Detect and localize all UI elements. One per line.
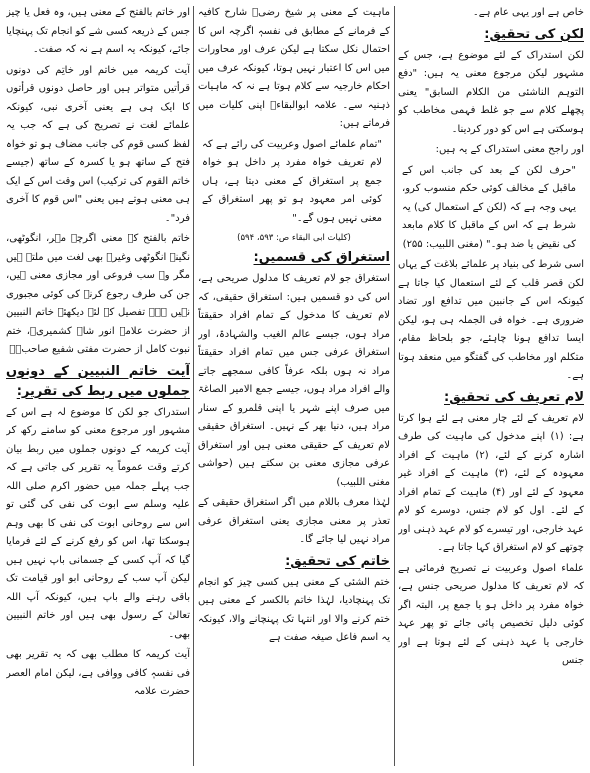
paragraph: ماہیت کے معنی پر شیخ رضیؒ شارح کافیہ کے فرمانے کے مطابق فی نفسہٖ اگرچہ اس کا احتمال نکل سکتا ہے لیکن عرف اور محاورات میں اس کا اعتبار نہیں ہوتا، کیونکہ عرف میں احکام خارجیہ سے کلام ہوتا ہے نہ کہ ماہیات ذہنیہ سے۔ علامہ ابوالبقاءؒ اپنی کلیات میں فرماتے ہیں: bbox=[198, 7, 390, 129]
citation: (کلیات ابی البقاء ص: ۵۹۳، ۵۹۴) bbox=[237, 233, 351, 243]
paragraph: اور خاتم بالفتح کے معنی ہیں، وہ فعل یا چیز جس کے ذریعہ کسی شے کو انجام تک پہنچایا جائے، کیونکہ یہ اسم ہے نہ کہ صفت۔ bbox=[6, 7, 190, 55]
section-heading: آیت خاتم النبیین کے دونوں جملوں میں ربط کی تقریر: bbox=[6, 363, 190, 399]
section-heading: لام تعریف کی تحقیق: bbox=[444, 389, 584, 405]
column-right bbox=[398, 4, 584, 770]
paragraph: آیت کریمہ کا مطلب بھی کہ یہ تقریر بھی فی نفسہٖ کافی ووافی ہے، لیکن امام العصر حضرت علامہ bbox=[6, 649, 190, 697]
section-heading: خاتم کی تحقیق: bbox=[285, 553, 390, 569]
paragraph: لکن استدراک کے لئے موضوع ہے، جس کے مشہور لیکن مرجوع معنی یہ ہیں: "دفع التوہم الناشئی من الکلام السابق" یعنی پچھلے کلام سے جو غلط فہمی مخاطب کو ہوسکتی ہے اس کو دور کردینا۔ bbox=[398, 49, 584, 135]
paragraph: خاتم بالفتح کے معنی اگرچہ مہر، انگوٹھی، نگینہ انگوٹھی وغیرہ بھی لغت میں ملتے ہیں مگر وہ سب فروعی اور مجازی معنی ہیں، جن کی طرف رجوع کرنے کی کوئی مجبوری نہیں ہے۔ تفصیل کے لئے دیکھئے خاتم النبیین از حضرت علامہ انور شاہ کشمیریؒ، ختم نبوت کامل از حضرت مفتی شفیع صاحبؒ۔ bbox=[6, 233, 190, 355]
paragraph: لام تعریف کے لئے چار معنی ہے لئے ہوا کرتا ہے: (۱) اپنے مدخول کی ماہیت کی طرف اشارہ کرنے کے لئے، (۲) ماہیت کے افراد معہودہ کے لئے، (۳) ماہیت کے افراد غیر معہود کے لئے اور (۴) ماہیت کے تمام افراد کے لئے۔ اول کو لام جنس، دوسرے کو لام عہد خارجی، اور تیسرے کو لام عہد ذہنی اور چوتھے کو لام استغراق کہا جاتا ہے۔ bbox=[398, 412, 584, 553]
block-quote: "حرف لکن کے بعد کی جانب اس کے ماقبل کے مخالف کوئی حکم منسوب کرو، یہی وجہ ہے کہ (لکن کے استعمال کی) یہ شرط ہے کہ اس کے ماقبل کا کلام مابعد کی نقیض یا ضد ہو۔" (مغنی اللبیب: ۲۵۵) bbox=[402, 164, 576, 250]
paragraph: آیت کریمہ میں خاتم اور خاتِم کی دونوں قرأتیں متواتر ہیں اور حاصل دونوں قرأتوں کا ایک ہی ہے یعنی آخری نبی، کیونکہ علمائے لغت نے تصریح کی ہے کہ جب یہ لفظ کسی قوم کی جانب مضاف ہو تو خواہ فتح کے ساتھ ہو یا کسرہ کے ساتھ (جیسے خاتم القوم کی ترکیب) اس وقت اس کے ایک ہی معنی ہوتے ہیں یعنی "اس قوم کا آخری فرد"۔ bbox=[6, 64, 190, 224]
section-heading: لکن کی تحقیق: bbox=[484, 26, 584, 42]
column-left bbox=[6, 4, 190, 770]
paragraph: اسی شرط کی بنیاد پر علمائے بلاغت کے یہاں لکن قصر قلب کے لئے استعمال کیا جاتا ہے کیونکہ اس کے جانبین میں تدافع اور تضاد ضروری ہے۔ خواہ فی الجملہ ہی ہو، لیکن ایسا تدافع ہونا چاہئے، جو بلحاظ مقام، متکلم اور مخاطب کی گفتگو میں منعقد ہوتا ہے۔ bbox=[398, 259, 584, 381]
column-middle bbox=[198, 4, 390, 770]
paragraph: علماء اصول وعربیت نے تصریح فرمائی ہے کہ لام تعریف کا مدلول صریحی جنس ہے، خواہ مفرد پر داخل ہو یا جمع پر، البتہ اگر کوئی دلیل تخصیص پائی جائے تو پھر عہد خارجی یا عہد ذہنی کے لئے ہوتا ہے اور جنس bbox=[398, 562, 584, 666]
paragraph: اور راجح معنی استدراک کے یہ ہیں: bbox=[435, 144, 584, 155]
paragraph: خاص ہے اور یہی عام ہے۔ bbox=[472, 7, 584, 18]
block-quote: "تمام علمائے اصول وعربیت کی رائے ہے کہ لام تعریف خواہ مفرد پر داخل ہو خواہ جمع پر استغراق کے معنی دیتا ہے، ہاں کوئی امر معہود ہو تو پھر استغراق کے معنی نہیں ہوں گے۔" bbox=[202, 138, 382, 224]
paragraph: ختم الشئی کے معنی ہیں کسی چیز کو انجام تک پہنچادیا، لہٰذا خاتم بالکسر کے معنی ہیں ختم کرنے والا اور انتہا تک پہنچانے والا، کیونکہ یہ اسم فاعل صیغہ صفت ہے bbox=[198, 576, 390, 643]
paragraph: لہٰذا معرف باللام میں اگر استغراق حقیقی کے تعذر پر معنی مجازی یعنی استغراق عرفی مراد نہیں لیا جائے گا۔ bbox=[198, 497, 390, 545]
column-divider bbox=[394, 6, 395, 766]
section-heading: استغراق کی قسمیں: bbox=[253, 250, 390, 265]
column-divider bbox=[193, 6, 194, 766]
paragraph: استدراک جو لکن کا موضوع لہ ہے اس کے مشہور اور مرجوع معنی کو سامنے رکھ کر آیت کریمہ کے دونوں جملوں میں ربط بیان کرتے وقت عموماً یہ تقریر کی جاتی ہے کہ جب پہلے جملہ میں حضور اکرم صلی اللہ علیہ وسلم سے ابوت کی نفی کی گئی تو اس سے روحانی ابوت کی نفی کا بھی وہم ہوسکتا تھا، اس کو رفع کرنے کے لئے فرمایا گیا کہ آپ کسی کے جسمانی باپ نہیں ہیں لیکن آپ سب کے روحانی ابو اور قیامت تک باقی رہنے والے باپ ہیں، کیونکہ آپ اللہ تعالیٰ کے رسول بھی ہیں اور خاتم النبیین بھی۔ bbox=[6, 406, 190, 640]
paragraph: استغراق جو لام تعریف کا مدلول صریحی ہے، اس کی دو قسمیں ہیں: استغراق حقیقی، کہ لام تعریف کا مدخول کے تمام افراد حقیقتاً مراد ہوں، جیسے عالم الغیب والشہادۃ، اور استغراق عرفی جس میں تمام افراد حقیقتاً مراد نہ ہوں بلکہ عرفاً کافی سمجھے جاتے والے افراد مراد ہوں، جیسے جمع الامیر الصاغۃ میں صرف اپنے شہر یا اپنی قلمرو کے سنار مراد ہیں، دنیا بھر کے نہیں۔ استغراق حقیقی لام تعریف کے حقیقی معنی ہیں اور استغراق عرفی مجازی معنی بن سکتے ہیں (حواشی مغنی اللبیب) bbox=[198, 273, 390, 488]
